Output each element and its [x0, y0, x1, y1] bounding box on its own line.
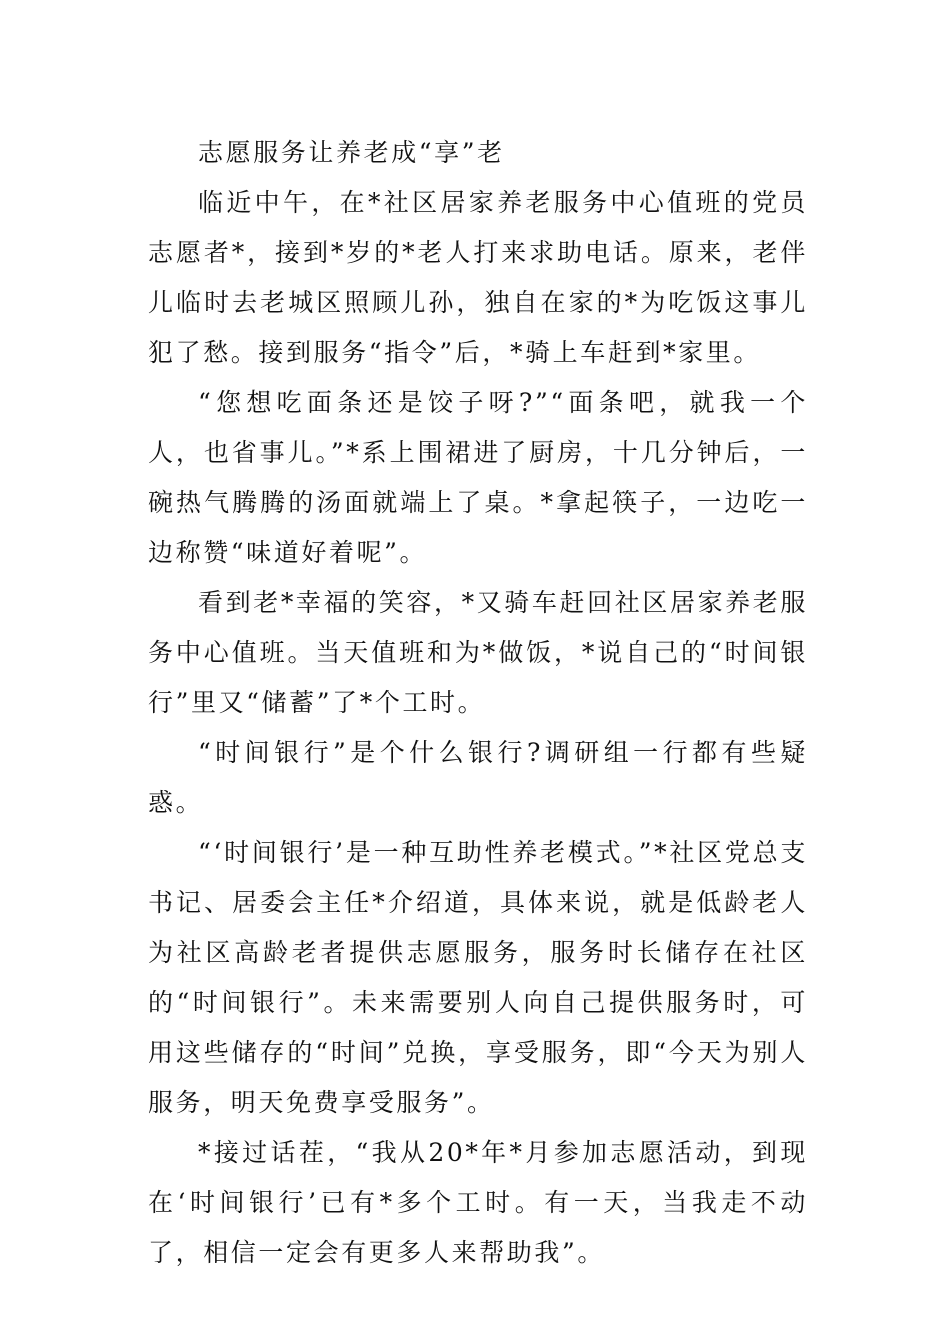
paragraph: “‘时间银行’是一种互助性养老模式。”*社区党总支书记、居委会主任*介绍道，具体来说，就是低龄老人为社区高龄老者提供志愿服务，服务时长储存在社区的“时间银行”。未来需要别人向自己提供服务时，可用这些储存的“时间”兑换，享受服务，即“今天为别人服务，明天免费享受服务”。 [148, 838, 808, 1117]
paragraph: *接过话茬，“我从20*年*月参加志愿活动，到现在‘时间银行’已有*多个工时。有一天，当我走不动了，相信一定会有更多人来帮助我”。 [148, 1138, 808, 1267]
paragraph: “时间银行”是个什么银行?调研组一行都有些疑惑。 [148, 738, 808, 817]
document-body [148, 128, 808, 1278]
paragraph: 临近中午，在*社区居家养老服务中心值班的党员志愿者*，接到*岁的*老人打来求助电话。原来，老伴儿临时去老城区照顾儿孙，独自在家的*为吃饭这事儿犯了愁。接到服务“指令”后，*骑上车赶到*家里。 [148, 188, 808, 367]
paragraph: 看到老*幸福的笑容，*又骑车赶回社区居家养老服务中心值班。当天值班和为*做饭，*说自己的“时间银行”里又“储蓄”了*个工时。 [148, 588, 808, 717]
paragraph: “您想吃面条还是饺子呀?”“面条吧，就我一个人，也省事儿。”*系上围裙进了厨房，十几分钟后，一碗热气腾腾的汤面就端上了桌。*拿起筷子，一边吃一边称赞“味道好着呢”。 [148, 388, 808, 567]
document-title: 志愿服务让养老成“享”老 [198, 138, 505, 167]
